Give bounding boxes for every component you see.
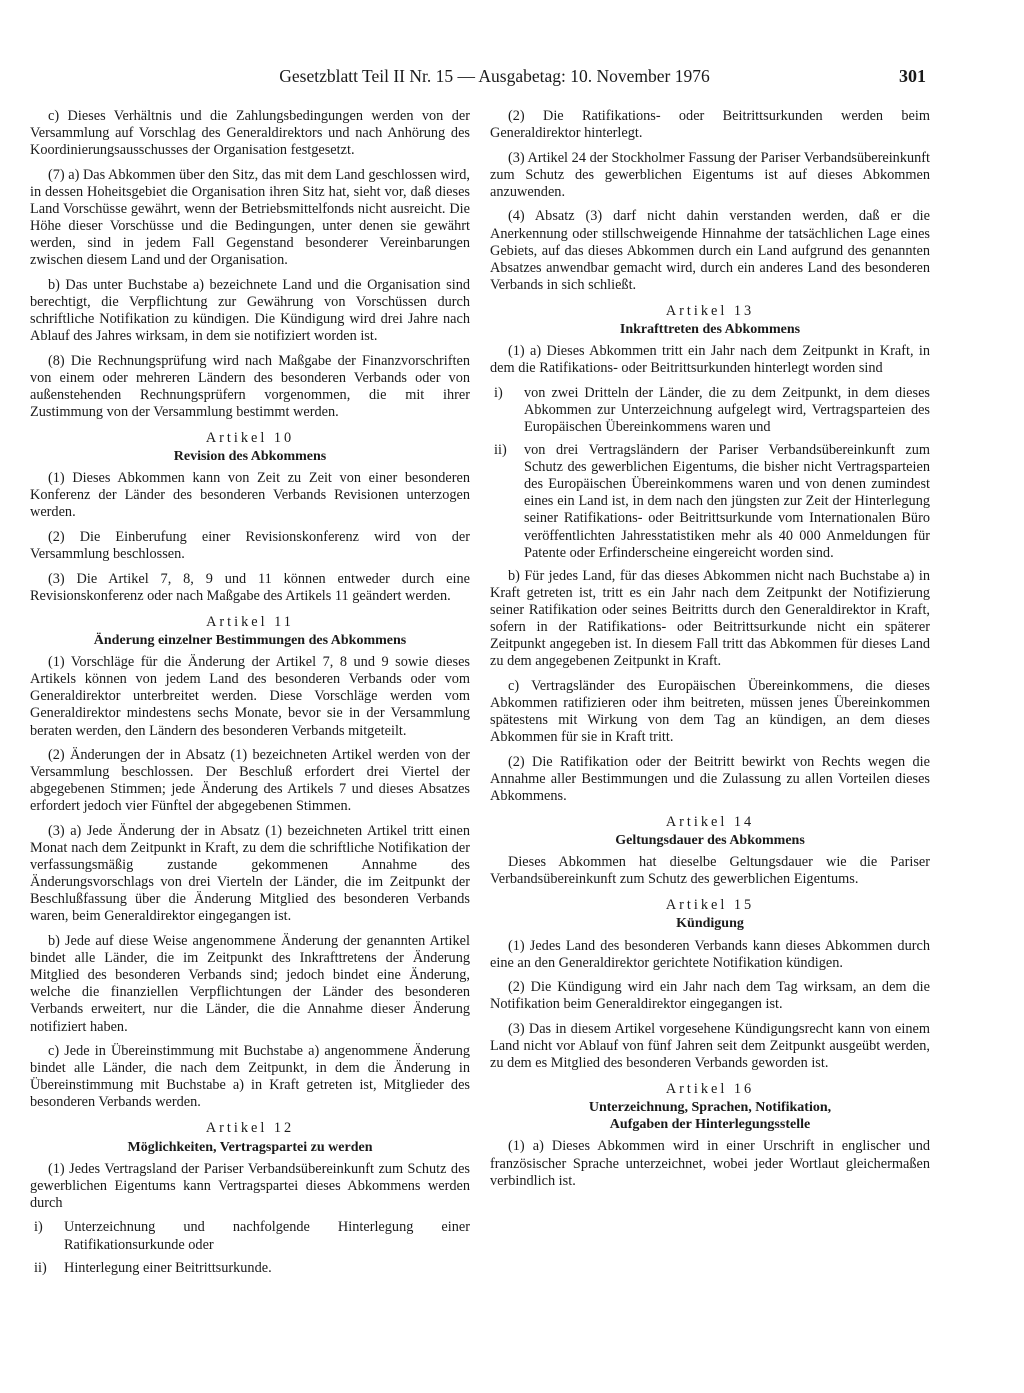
list-item-label: i) [494, 384, 503, 401]
paragraph: b) Für jedes Land, für das dieses Abkommen nicht nach Buchstabe a) in Kraft getreten ist, tritt es ein Jahr nach dem Zeitpunkt der Notifizierung seiner Ratifikation oder seines Beitritts durch den Generaldirektor in Kraft, sofern in der Ratifikations- oder Beitrittsurkunde nicht ein späterer Zeitpunkt angegeben ist. In diesem Fall tritt das Abkommen für dieses Land zu dem angegebenen Zeitpunkt in Kraft. [490, 567, 930, 670]
article-11-title: Änderung einzelner Bestimmungen des Abkommens [93, 633, 407, 649]
article-14-title: Geltungsdauer des Abkommens [615, 833, 805, 849]
paragraph: (7) a) Das Abkommen über den Sitz, das mit dem Land geschlossen wird, in dessen Hoheitsgebiet die Organisation ihren Sitz hat, sieht vor, daß dieses Land Vorschüsse gewährt, wenn der Betriebsmittelfonds nicht ausreicht. Die Höhe dieser Vorschüsse und die Bedingungen, unter denen sie gewährt werden, sind in jedem Fall Gegenstand besonderer Vereinbarungen zwischen diesem Land und der Organisation. [30, 166, 470, 269]
paragraph: (2) Die Einberufung einer Revisionskonferenz wird von der Versammlung beschlossen. [30, 529, 470, 563]
article-11-heading: Artikel 11 [206, 613, 294, 630]
paragraph: (1) Jedes Land des besonderen Verbands kann dieses Abkommen durch eine an den Generaldirektor gerichtete Notifikation kündigen. [490, 937, 930, 971]
article-13-heading: Artikel 13 [665, 302, 755, 319]
article-10-title: Revision des Abkommens [173, 449, 327, 465]
list-item-text: Hinterlegung einer Beitrittsurkunde. [64, 1259, 272, 1276]
article-15-heading: Artikel 15 [665, 897, 755, 914]
right-column [490, 108, 930, 1197]
paragraph: b) Jede auf diese Weise angenommene Änderung der genannten Artikel bindet alle Länder, die im Zeitpunkt des Inkrafttretens der Änderung Mitglied des besonderen Verbands sind; jedoch bindet eine Änderung, welche die finanziellen Verpflichtungen der Länder des besonderen Verbands erweitert, nur die Länder, die die Annahme dieser Änderung notifiziert haben. [30, 933, 470, 1035]
running-header [30, 66, 926, 92]
left-column [30, 108, 470, 1283]
article-15-title: Kündigung [676, 916, 744, 932]
paragraph: (8) Die Rechnungsprüfung wird nach Maßgabe der Finanzvorschriften von einem oder mehreren Ländern des besonderen Verbands oder von außenstehenden Rechnungsprüfern vorgenommen, die mit ihrer Zustimmung von der Versammlung bestimmt werden. [30, 352, 470, 420]
list-item-label: i) [34, 1219, 43, 1236]
paragraph: (3) a) Jede Änderung der in Absatz (1) bezeichneten Artikel tritt einen Monat nach dem Zeitpunkt in Kraft, zu dem die schriftliche Notifikation der verfassungsmäßig zustande gekommenen Annahme des Änderungsvorschlags von drei Vierteln der Länder, die im Zeitpunkt der Beschlußfassung über die Änderung Mitglied des besonderen Verbands waren, beim Generaldirektor eingegangen ist. [30, 822, 470, 925]
list-item [490, 442, 930, 562]
article-16-title-line: Aufgaben der Hinterlegungsstelle [609, 1117, 811, 1133]
paragraph: (3) Artikel 24 der Stockholmer Fassung der Pariser Verbandsübereinkunft zum Schutz des gewerblichen Eigentums ist auf dieses Abkommen anzuwenden. [490, 149, 930, 200]
page-number: 301 [899, 66, 926, 86]
article-16-title [490, 1099, 930, 1133]
paragraph: (3) Die Artikel 7, 8, 9 und 11 können entweder durch eine Revisionskonferenz oder nach Maßgabe des Artikels 11 geändert werden. [30, 570, 470, 604]
paragraph: (1) a) Dieses Abkommen tritt ein Jahr nach dem Zeitpunkt in Kraft, in dem die Ratifikations- oder Beitrittsurkunden hinterlegt worden sind [490, 343, 930, 377]
list-item-text: von zwei Dritteln der Länder, die zu dem Zeitpunkt, in dem dieses Abkommen zur Unterzeichnung aufgelegt wird, Vertragsparteien des Europäischen Übereinkommens waren und [524, 384, 930, 435]
paragraph: c) Jede in Übereinstimmung mit Buchstabe a) angenommene Änderung bindet alle Länder, die nach dem Zeitpunkt, in dem die Änderung in Übereinstimmung mit Buchstabe a) in Kraft getreten ist, Mitglieder des besonderen Verbands werden. [30, 1043, 470, 1111]
paragraph: Dieses Abkommen hat dieselbe Geltungsdauer wie die Pariser Verbandsübereinkunft zum Schutz des gewerblichen Eigentums. [490, 854, 930, 888]
paragraph: (2) Die Kündigung wird ein Jahr nach dem Tag wirksam, an dem die Notifikation beim Generaldirektor eingegangen ist. [490, 979, 930, 1013]
list-item-label: ii) [494, 442, 507, 459]
article-10-heading: Artikel 10 [205, 430, 295, 447]
article-16-heading: Artikel 16 [665, 1081, 755, 1098]
list-item [490, 385, 930, 436]
paragraph: (2) Die Ratifikation oder der Beitritt bewirkt von Rechts wegen die Annahme aller Bestimmungen und die Zulassung zu allen Vorteilen dieses Abkommens. [490, 753, 930, 804]
paragraph: (1) Vorschläge für die Änderung der Artikel 7, 8 und 9 sowie dieses Artikels können von jedem Land des besonderen Verbands oder vom Generaldirektor unterbreitet werden. Diese Vorschläge werden vom Generaldirektor mindestens sechs Monate, bevor sie in der Versammlung beraten werden, den Ländern des besonderen Verbands mitgeteilt. [30, 654, 470, 739]
paragraph: c) Vertragsländer des Europäischen Übereinkommens, die dieses Abkommen ratifizieren oder ihm beitreten, müssen jenes Übereinkommen spätestens mit Wirkung von dem Tag an kündigen, an dem dieses Abkommen für sie in Kraft tritt. [490, 677, 930, 746]
list-item-text: Unterzeichnung und nachfolgende Hinterlegung einer Ratifikationsurkunde oder [64, 1219, 470, 1253]
header-title: Gesetzblatt Teil II Nr. 15 — Ausgabetag: 10. November 1976 [279, 66, 710, 86]
article-12-heading: Artikel 12 [205, 1120, 295, 1137]
article-14-heading: Artikel 14 [665, 813, 755, 830]
paragraph: c) Dieses Verhältnis und die Zahlungsbedingungen werden von der Versammlung auf Vorschlag des Generaldirektors und nach Anhörung des Koordinierungsausschusses der Organisation festgesetzt. [30, 108, 470, 159]
list-item [30, 1219, 470, 1253]
list-item-text: von drei Vertragsländern der Pariser Verbandsübereinkunft zum Schutz des gewerblichen Eigentums, die bisher nicht Vertragsparteien des Europäischen Übereinkommens waren und von denen zumindest eines ein Land ist, in dem nach den jüngsten zur Zeit der Hinterlegung seiner Ratifikations- oder Beitrittsurkunde vom Internationalen Büro veröffentlichten Jahresstatistiken mehr als 40 000 Anmeldungen für Patente oder Erfinderscheine eingereicht worden sind. [524, 442, 930, 561]
list-item-label: ii) [34, 1259, 47, 1276]
paragraph: (2) Die Ratifikations- oder Beitrittsurkunden werden beim Generaldirektor hinterlegt. [490, 108, 930, 142]
paragraph: (3) Das in diesem Artikel vorgesehene Kündigungsrecht kann von einem Land nicht vor Ablauf von fünf Jahren seit dem Zeitpunkt ausgeübt werden, zu dem es Mitglied des besonderen Verbands geworden ist. [490, 1020, 930, 1072]
paragraph: (2) Änderungen der in Absatz (1) bezeichneten Artikel werden von der Versammlung beschlossen. Der Beschluß erfordert drei Viertel der abgegebenen Stimmen; jede Änderung des Artikels 7 und dieses Absatzes erfordert jedoch vier Fünftel der abgegebenen Stimmen. [30, 747, 470, 815]
article-13-title: Inkrafttreten des Abkommens [619, 322, 801, 338]
article-12-title: Möglichkeiten, Vertragspartei zu werden [127, 1139, 373, 1155]
paragraph: (1) Jedes Vertragsland der Pariser Verbandsübereinkunft zum Schutz des gewerblichen Eigentums kann Vertragspartei dieses Abkommens werden durch [30, 1160, 470, 1211]
paragraph: (1) a) Dieses Abkommen wird in einer Urschrift in englischer und französischer Sprache unterzeichnet, wobei jeder Wortlaut gleichermaßen verbindlich ist. [490, 1138, 930, 1189]
article-16-title-line: Unterzeichnung, Sprachen, Notifikation, [588, 1100, 832, 1116]
paragraph: (4) Absatz (3) darf nicht dahin verstanden werden, daß er die Anerkennung oder stillschweigende Hinnahme der tatsächlichen Lage eines Gebiets, auf das dieses Abkommen durch ein Land aufgrund des genannten Absatzes anwendbar gemacht wird, durch ein anderes Land des besonderen Verbands in sich schließt. [490, 208, 930, 293]
paragraph: b) Das unter Buchstabe a) bezeichnete Land und die Organisation sind berechtigt, die Verpflichtung zur Gewährung von Vorschüssen durch schriftliche Notifikation zu kündigen. Die Kündigung wird drei Jahre nach Ablauf des Jahres wirksam, in dem sie notifiziert worden ist. [30, 276, 470, 345]
list-item [30, 1260, 470, 1277]
paragraph: (1) Dieses Abkommen kann von Zeit zu Zeit von einer besonderen Konferenz der Länder des besonderen Verbands Revisionen unterzogen werden. [30, 470, 470, 521]
